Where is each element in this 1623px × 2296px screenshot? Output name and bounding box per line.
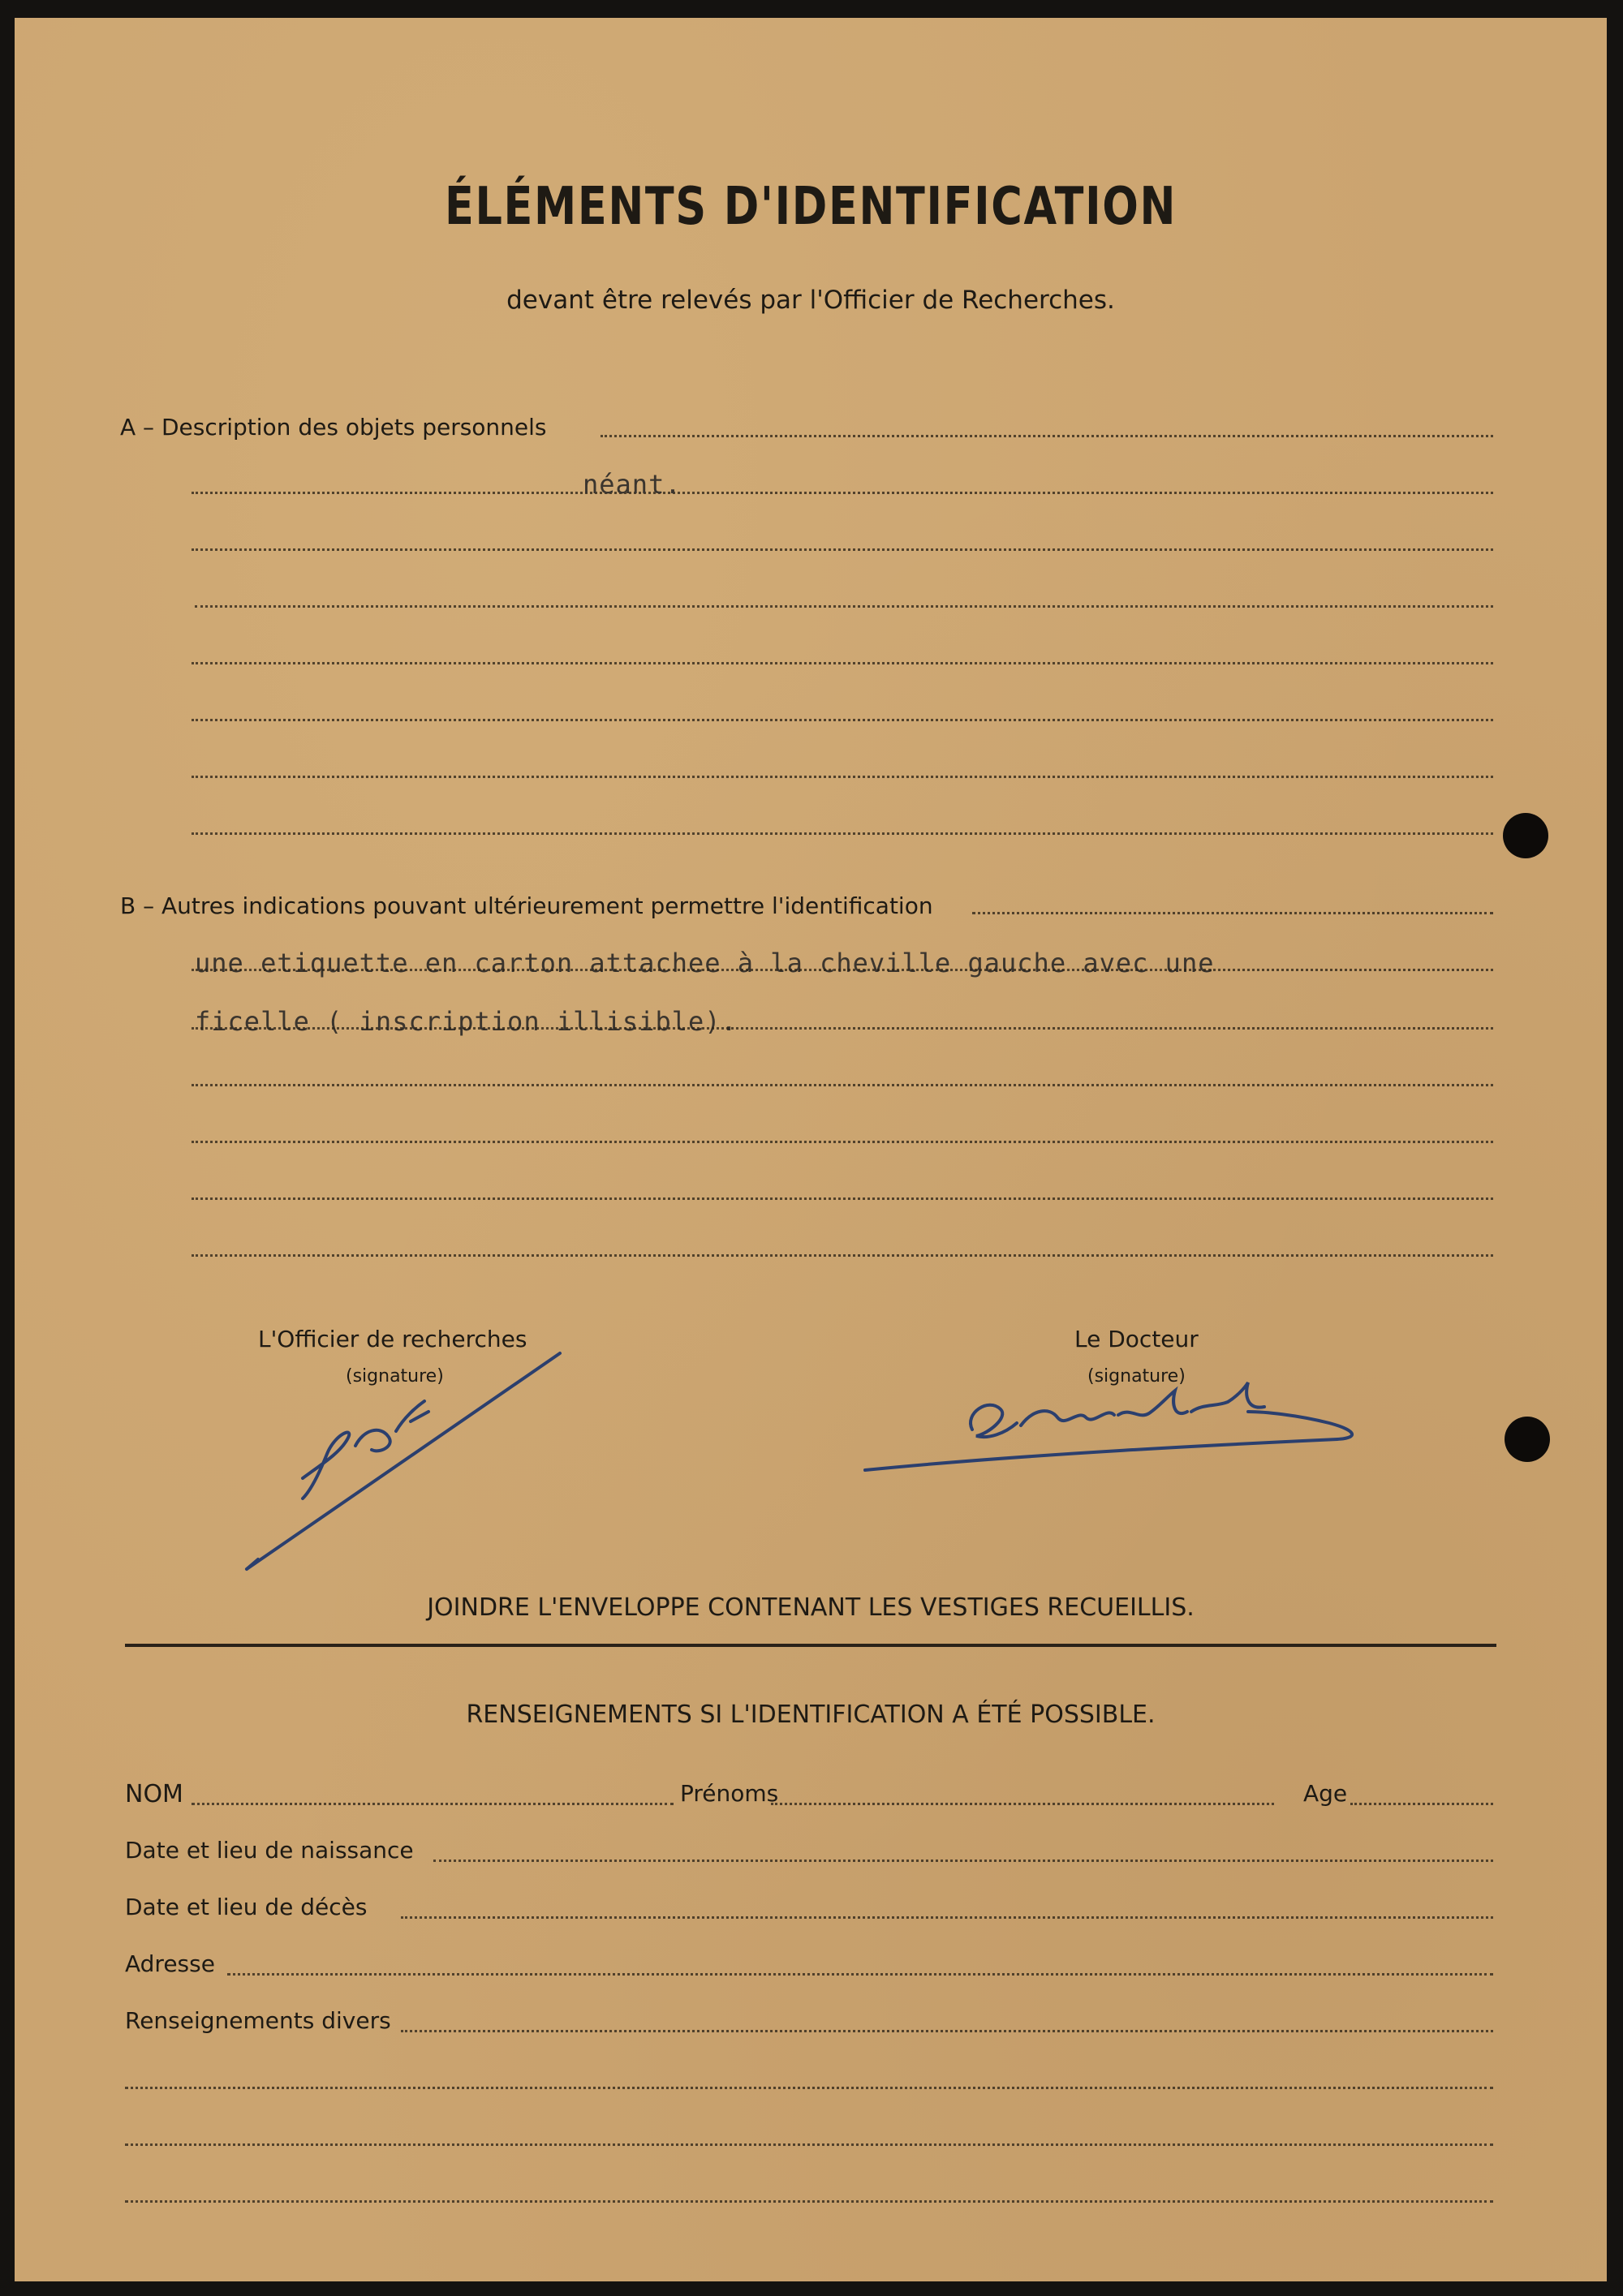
section-a-label: A – Description des objets personnels bbox=[120, 414, 547, 441]
officer-handwritten-signature bbox=[247, 1353, 560, 1569]
age-label: Age bbox=[1303, 1780, 1348, 1807]
prenoms-label: Prénoms bbox=[680, 1780, 779, 1807]
document-page bbox=[15, 18, 1607, 2281]
naissance-label: Date et lieu de naissance bbox=[125, 1837, 414, 1864]
section-divider bbox=[125, 1644, 1496, 1647]
age-field[interactable] bbox=[1350, 1803, 1493, 1805]
section-b-typed-line-1: une etiquette en carton attachee à la cheville gauche avec une bbox=[195, 948, 1215, 978]
section-a-typed-text: néant. bbox=[583, 469, 682, 500]
punch-hole-top bbox=[1503, 813, 1548, 858]
divers-label: Renseignements divers bbox=[125, 2007, 391, 2034]
page-subtitle: devant être relevés par l'Officier de Recherches. bbox=[506, 286, 1115, 315]
page-title: ÉLÉMENTS D'IDENTIFICATION bbox=[444, 177, 1177, 237]
adresse-label: Adresse bbox=[125, 1950, 215, 1977]
doctor-signature-title: Le Docteur bbox=[1074, 1326, 1199, 1352]
section-b-typed-line-2: ficelle ( inscription illisible). bbox=[195, 1006, 738, 1037]
officer-signature-caption: (signature) bbox=[346, 1366, 444, 1387]
deces-field[interactable] bbox=[401, 1916, 1493, 1919]
prenoms-field[interactable] bbox=[771, 1803, 1274, 1805]
naissance-field[interactable] bbox=[433, 1860, 1493, 1862]
officer-signature-title: L'Officier de recherches bbox=[258, 1326, 527, 1352]
envelope-notice: JOINDRE L'ENVELOPPE CONTENANT LES VESTIGES RECUEILLIS. bbox=[427, 1593, 1195, 1622]
divers-field-line-2[interactable] bbox=[125, 2087, 1493, 2089]
deces-label: Date et lieu de décès bbox=[125, 1894, 368, 1920]
nom-label: NOM bbox=[125, 1780, 183, 1808]
divers-field-line-4[interactable] bbox=[125, 2200, 1493, 2203]
nom-field[interactable] bbox=[192, 1803, 674, 1805]
divers-field-line-3[interactable] bbox=[125, 2143, 1493, 2146]
punch-hole-bottom bbox=[1505, 1417, 1550, 1462]
signature-marks bbox=[15, 18, 1607, 2281]
doctor-handwritten-signature bbox=[865, 1382, 1352, 1470]
section-b-label: B – Autres indications pouvant ultérieurement permettre l'identification bbox=[120, 892, 933, 919]
adresse-field[interactable] bbox=[227, 1973, 1493, 1976]
divers-field-line-1[interactable] bbox=[401, 2030, 1493, 2032]
identification-heading: RENSEIGNEMENTS SI L'IDENTIFICATION A ÉTÉ POSSIBLE. bbox=[466, 1701, 1156, 1729]
doctor-signature-caption: (signature) bbox=[1087, 1366, 1186, 1387]
